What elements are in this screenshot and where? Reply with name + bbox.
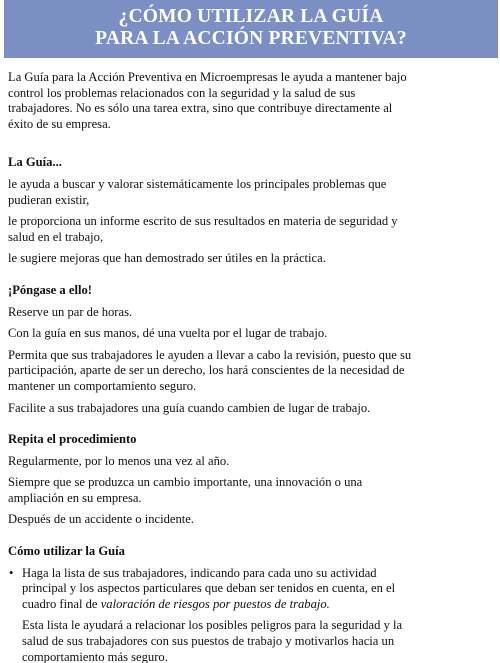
guia-item-3: [8, 251, 492, 267]
guia-item-1-line-1: le ayuda a buscar y valorar sistemáticamente los principales problemas que: [8, 176, 387, 191]
como-para-line-1: Esta lista le ayudará a relacionar los posibles peligros para la seguridad y la: [22, 618, 403, 633]
guia-item-3-line-1: le sugiere mejoras que han demostrado ser útiles en la práctica.: [8, 251, 326, 266]
title-line-1: ¿CÓMO UTILIZAR LA GUÍA: [118, 6, 384, 27]
guia-item-2-line-2: salud en el trabajo,: [8, 229, 104, 244]
como-para-line-3: comportamiento más seguro.: [22, 649, 168, 663]
title-line-2: PARA LA ACCIÓN PREVENTIVA?: [95, 28, 407, 49]
como-para-line-2: salud de sus trabajadores con sus puestos de trabajo y motivarlos hacia un: [22, 634, 395, 649]
pongase-item-3-line-3: mantener un comportamiento seguro.: [8, 378, 197, 393]
pongase-item-2: Con la guía en sus manos, dé una vuelta por el lugar de trabajo.: [8, 326, 328, 341]
repita-item-2-line-2: ampliación en su empresa.: [8, 490, 142, 505]
como-bullet-1-line-2: principal y los aspectos particulares que deban ser tenidos en cuenta, en el: [22, 581, 396, 596]
como-bullet-1-line-3-start: cuadro final de: [22, 596, 101, 611]
intro-line-4: éxito de su empresa.: [8, 116, 111, 131]
guia-item-2: [8, 214, 492, 245]
intro-line-1: La Guía para la Acción Preventiva en Microempresas le ayuda a mantener bajo: [8, 70, 407, 84]
pongase-item-4: Facilite a sus trabajadores una guía cuando cambien de lugar de trabajo.: [8, 400, 371, 415]
repita-item-3: Después de un accidente o incidente.: [8, 512, 195, 527]
como-bullet-1-line-1: Haga la lista de sus trabajadores, indicando para cada uno su actividad: [22, 565, 377, 580]
pongase-item-1: Reserve un par de horas.: [8, 304, 133, 319]
intro-line-3: trabajadores. No es sólo una tarea extra, sino que contribuye directamente al: [8, 101, 393, 116]
guia-item-1: [8, 177, 492, 208]
pongase-item-3: [8, 348, 492, 395]
bullet-marker: •: [9, 565, 14, 580]
section-title-repita: Repita el procedimiento: [8, 432, 137, 447]
guia-item-1-line-2: pudieran existir,: [8, 192, 90, 207]
intro-paragraph: [8, 70, 492, 132]
repita-item-2-line-1: Siempre que se produzca un cambio importante, una innovación o una: [8, 475, 363, 490]
como-follow-paragraph: [8, 618, 492, 663]
pongase-item-3-line-2: participación, aparte de ser un derecho, los hará conscientes de la necesidad de: [8, 363, 405, 378]
repita-item-2: [8, 475, 492, 506]
intro-line-2: control los problemas relacionados con la seguridad y la salud de sus: [8, 85, 356, 100]
section-title-como-utilizar: Cómo utilizar la Guía: [8, 544, 125, 559]
section-title-la-guia: La Guía...: [8, 155, 62, 170]
pongase-item-3-line-1: Permita que sus trabajadores le ayuden a llevar a cabo la revisión, puesto que su: [8, 347, 412, 362]
section-title-pongase: ¡Póngase a ello!: [8, 282, 92, 297]
guia-item-2-line-1: le proporciona un informe escrito de sus resultados en materia de seguridad y: [8, 214, 398, 229]
title-banner: [4, 0, 498, 58]
como-bullet-item-1: [8, 566, 492, 613]
repita-item-1: Regularmente, por lo menos una vez al año.: [8, 453, 230, 468]
document-body: [8, 70, 492, 663]
como-bullet-1-line-3-italic: valoración de riesgos por puestos de trabajo.: [100, 596, 330, 611]
